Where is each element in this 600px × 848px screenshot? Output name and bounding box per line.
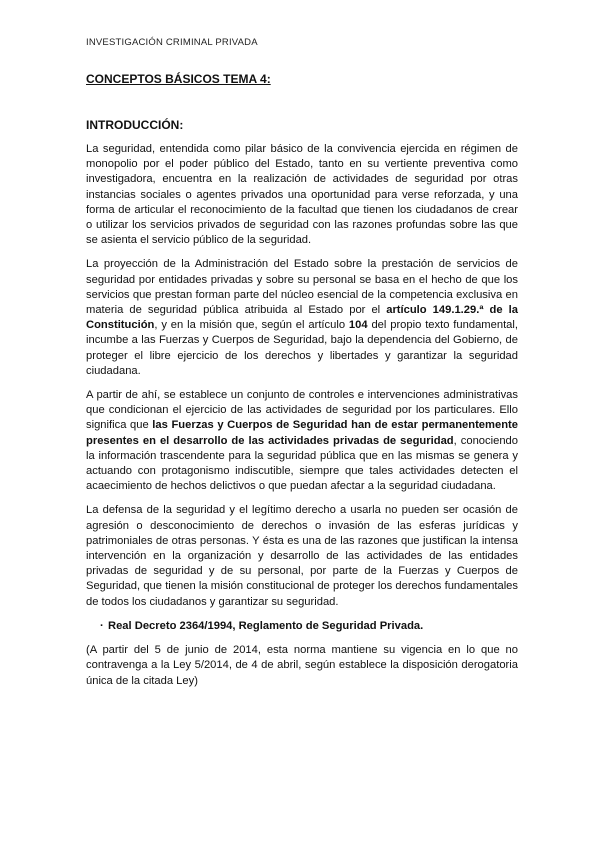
paragraph-2-text-1: La proyección de la Administración del Estado sobre la prestación de servicios de seguridad por entidades privadas y sobre su personal se basa en el hecho de que los servicios que prestan forman parte del núcleo esencial de la competencia exclusiva en materia de seguridad pública atribuida al Estado por el (86, 258, 518, 317)
document-title: CONCEPTOS BÁSICOS TEMA 4: (86, 72, 271, 86)
paragraph-1: La seguridad, entendida como pilar básico de la convivencia ejercida en régimen de monopolio por el poder público del Estado, tanto en su vertiente preventiva como investigadora, encuentra en la realización de actividades de seguridad por otras instancias sociales o agentes privados una oportunidad para verse reforzada, y una forma de articular el reconocimiento de la facultad que tienen los ciudadanos de crear o utilizar los servicios privados de seguridad con las razones profundas sobre las que se asienta el servicio público de la seguridad. (86, 143, 518, 247)
paragraph-2-text-3: del propio texto fundamental, incumbe a las Fuerzas y Cuerpos de Seguridad, bajo la dependencia del Gobierno, de proteger el libre ejercicio de los derechos y libertades y garantizar la seguridad ciudadana. (86, 319, 518, 377)
section-heading-introduccion: INTRODUCCIÓN: (86, 118, 184, 132)
paragraph-3-bold-emphasis: las Fuerzas y Cuerpos de Seguridad han de estar permanentemente presentes en el desarrollo de las actividades privadas de seguridad (86, 419, 518, 447)
paragraph-4: La defensa de la seguridad y el legítimo derecho a usarla no pueden ser ocasión de agresión o desconocimiento de derechos o invasión de las esferas jurídicas y patrimoniales de otras personas. Y ésta es una de las razones que justifican la intensa intervención en la organización y desarrollo de las actividades de las entidades privadas de seguridad y de su personal, por parte de la Fuerzas y Cuerpos de Seguridad, que tienen la misión constitucional de proteger los derechos fundamentales de todos los ciudadanos y garantizar su seguridad. (86, 504, 518, 608)
paragraph-2-bold-article-number: 104 (348, 319, 368, 332)
paragraph-2-text-2: , y en la misión que, según el artículo (154, 319, 349, 332)
paragraph-3 (86, 388, 518, 494)
paragraph-2 (86, 257, 518, 379)
paragraph-2-bold-constitution-ref: artículo 149.1.29.ª de la Constitución (86, 304, 518, 332)
running-header: INVESTIGACIÓN CRIMINAL PRIVADA (86, 37, 258, 48)
bullet-text: Real Decreto 2364/1994, Reglamento de Seguridad Privada. (108, 619, 424, 632)
paragraph-3-text-2: , conociendo la información trascendente para la seguridad pública que en las mismas se genera y actuando con protagonismo indiscutible, siempre que tales actividades detecten el acaecimiento de hechos delictivos o que puedan afectar a la seguridad ciudadana. (86, 434, 518, 493)
bullet-symbol: · (100, 619, 104, 632)
body-text (86, 142, 518, 698)
paragraph-5: (A partir del 5 de junio de 2014, esta norma mantiene su vigencia en lo que no contravenga a la Ley 5/2014, de 4 de abril, según establece la disposición derogatoria única de la citada Ley) (86, 644, 518, 687)
paragraph-3-text-1: A partir de ahí, se establece un conjunto de controles e intervenciones administrativas que condicionan el ejercicio de las actividades de seguridad por los particulares. Ello significa que (86, 389, 518, 432)
bullet-item-real-decreto (100, 619, 518, 634)
